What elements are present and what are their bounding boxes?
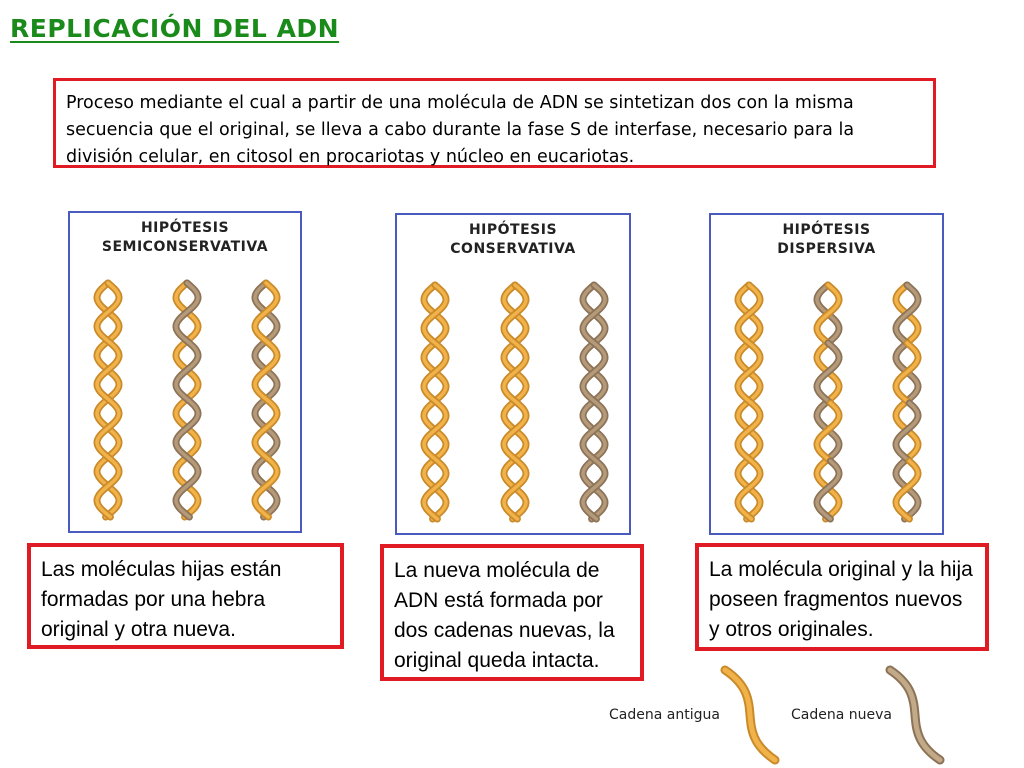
caption-semiconservative: Las moléculas hijas están formadas por una hebra original y otra nueva. bbox=[27, 543, 344, 649]
definition-box: Proceso mediante el cual a partir de una molécula de ADN se sintetizan dos con la misma secuencia que el original, se lleva a cabo durante la fase S de interfase, necesario para la división celular, en citosol en procariotas y núcleo en eucariotas. bbox=[53, 78, 936, 168]
panel-title-line2: CONSERVATIVA bbox=[450, 241, 576, 257]
panel-semiconservative bbox=[68, 211, 302, 533]
panel-title-line1: HIPÓTESIS bbox=[468, 222, 558, 238]
panel-conservative bbox=[395, 213, 631, 535]
dna-illustration bbox=[397, 215, 633, 537]
caption-dispersive: La molécula original y la hija poseen fragmentos nuevos y otros originales. bbox=[695, 543, 989, 651]
dna-illustration bbox=[70, 213, 304, 535]
panel-title-line2: DISPERSIVA bbox=[777, 241, 876, 257]
legend-new-label: Cadena nueva bbox=[791, 707, 892, 723]
caption-conservative: La nueva molécula de ADN está formada por dos cadenas nuevas, la original queda intacta. bbox=[380, 544, 644, 681]
panel-dispersive bbox=[709, 213, 944, 535]
panel-title-line1: HIPÓTESIS bbox=[782, 222, 871, 238]
panel-title-line2: SEMICONSERVATIVA bbox=[101, 239, 269, 255]
panel-title-line1: HIPÓTESIS bbox=[140, 220, 230, 236]
legend-old-label: Cadena antigua bbox=[609, 707, 720, 723]
dna-illustration bbox=[711, 215, 946, 537]
page-title: REPLICACIÓN DEL ADN bbox=[10, 14, 340, 43]
